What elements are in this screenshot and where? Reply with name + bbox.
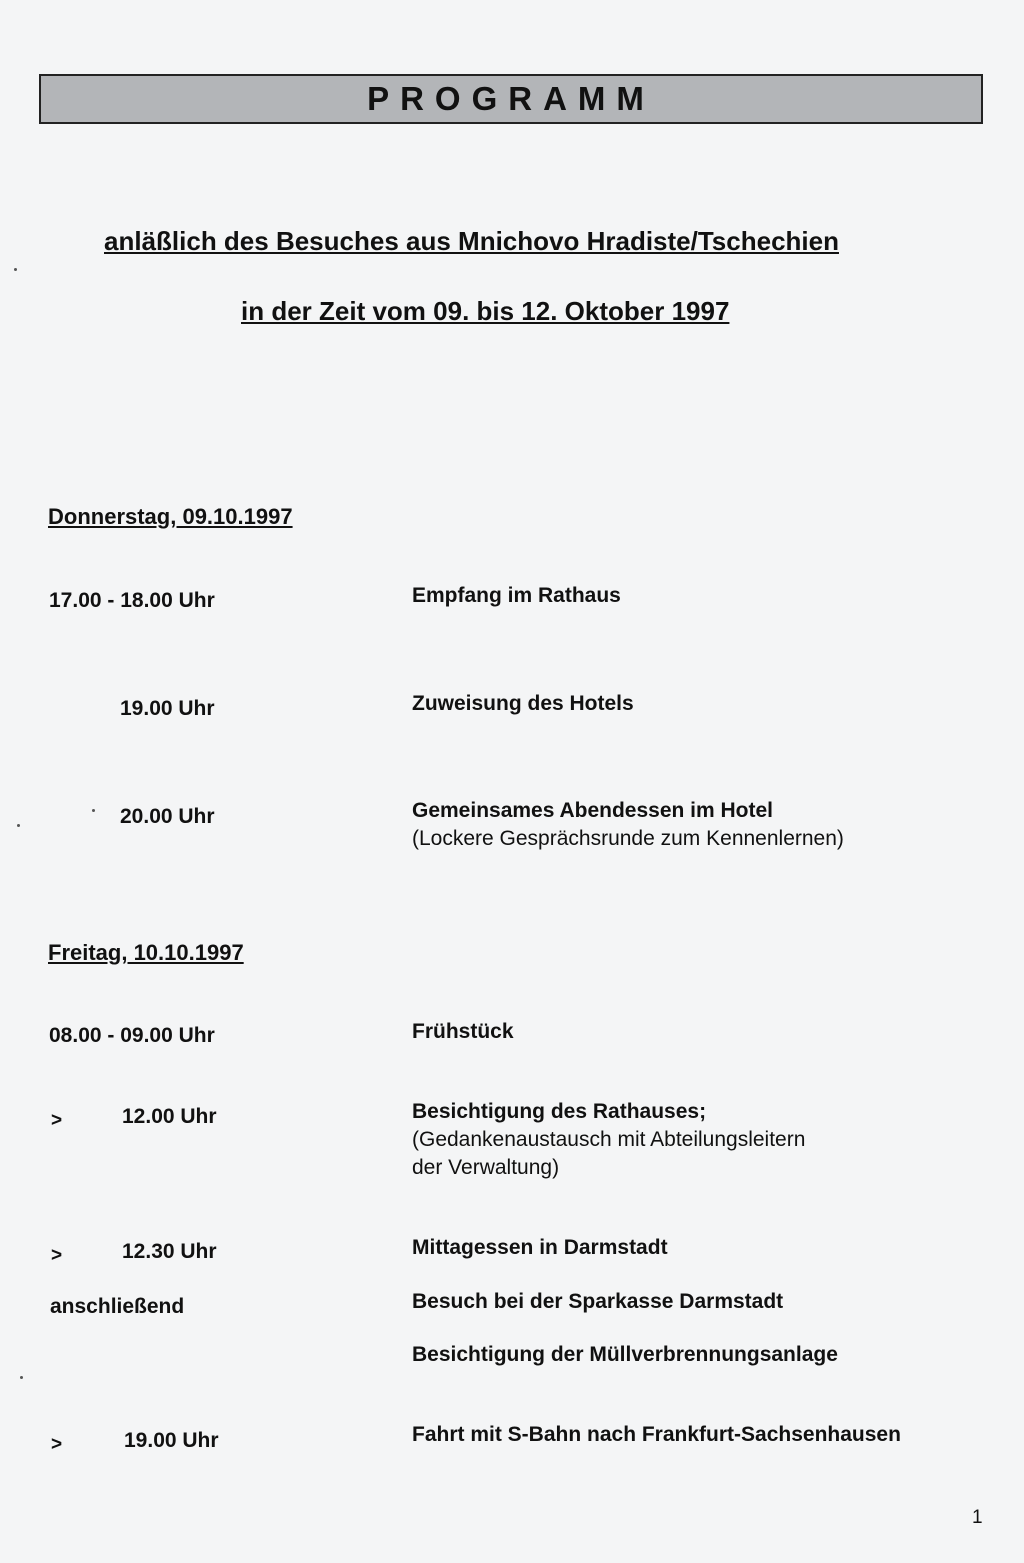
entry-note: (Lockere Gesprächsrunde zum Kennenlernen) [412, 827, 844, 850]
entry-marker: > [51, 1245, 63, 1266]
visit-period: in der Zeit vom 09. bis 12. Oktober 1997 [241, 296, 730, 326]
entry-event [412, 690, 634, 718]
entry-event [412, 1341, 838, 1369]
entry-time: anschließend [50, 1295, 185, 1318]
entry-time: 19.00 Uhr [120, 697, 215, 720]
entry-note: der Verwaltung) [412, 1156, 560, 1179]
entry-note: (Gedankenaustausch mit Abteilungsleitern [412, 1128, 806, 1151]
entry-marker: > [51, 1434, 63, 1455]
entry-event [412, 582, 621, 610]
page-number: 1 [972, 1507, 983, 1528]
entry-event [412, 1234, 668, 1262]
scan-speck [17, 824, 20, 827]
entry-time: 12.00 Uhr [122, 1105, 217, 1128]
scan-speck [14, 268, 17, 271]
entry-time: 17.00 - 18.00 Uhr [49, 589, 215, 612]
entry-title: Fahrt mit S-Bahn nach Frankfurt-Sachsenhausen [412, 1423, 901, 1446]
entry-title: Besichtigung der Müllverbrennungsanlage [412, 1343, 838, 1366]
visit-heading: anläßlich des Besuches aus Mnichovo Hradiste/Tschechien [104, 226, 839, 256]
entry-title: Mittagessen in Darmstadt [412, 1236, 668, 1259]
entry-event [412, 1288, 783, 1316]
entry-title: Besuch bei der Sparkasse Darmstadt [412, 1290, 784, 1313]
entry-title: Besichtigung des Rathauses; [412, 1100, 707, 1123]
entry-title: Empfang im Rathaus [412, 584, 621, 607]
scan-speck [92, 809, 95, 812]
entry-time: 20.00 Uhr [120, 805, 215, 828]
program-title: PROGRAMM [367, 80, 655, 117]
entry-title: Frühstück [412, 1020, 514, 1043]
entry-time: 12.30 Uhr [122, 1240, 217, 1263]
day-heading-thursday: Donnerstag, 09.10.1997 [48, 504, 293, 529]
entry-event [412, 1421, 901, 1449]
entry-time: 19.00 Uhr [124, 1429, 219, 1452]
entry-time: 08.00 - 09.00 Uhr [49, 1024, 215, 1047]
entry-event [412, 1018, 514, 1046]
entry-title: Gemeinsames Abendessen im Hotel [412, 799, 774, 822]
entry-marker: > [51, 1110, 63, 1131]
entry-event [412, 797, 844, 853]
entry-title: Zuweisung des Hotels [412, 692, 634, 715]
scan-speck [20, 1376, 23, 1379]
day-heading-friday: Freitag, 10.10.1997 [48, 940, 244, 965]
entry-event [412, 1098, 805, 1182]
program-banner [39, 74, 983, 124]
